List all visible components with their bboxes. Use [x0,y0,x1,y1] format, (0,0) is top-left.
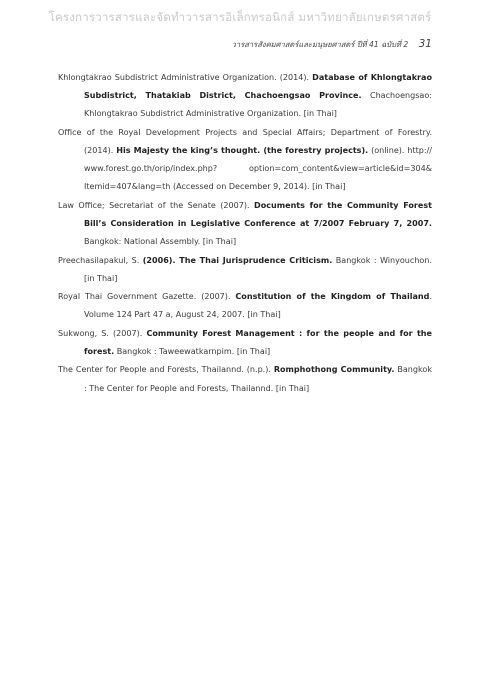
reference-title: (2006). The Thai Jurisprudence Criticism. [142,255,333,265]
reference-entry [58,69,432,124]
reference-entry [58,288,432,324]
reference-text: (online). http:// www.forest.go.th/orip/index.php? option=com_content&view=article&id=304& Itemid=407&lang=th (Accessed on December 9, 2014). [in Thai] [84,146,433,192]
reference-title: Documents for the Community Forest Bill’s Consideration in Legislative Conference at 7/2007 February 7, 2007. [84,200,432,228]
reference-text: Bangkok : Winyouchon. [in Thai] [84,255,433,283]
reference-title: Community Forest Management : for the people and for the forest. [84,328,432,356]
page-number: 31 [418,38,432,50]
reference-text: Bangkok: National Assembly. [in Thai] [84,237,237,247]
reference-text: Bangkok : Taweewatkarnpim. [in Thai] [114,346,271,356]
journal-issue: ปีที่ 41 ฉบับที่ 2 [356,40,409,49]
reference-text: Sukwong, S. (2007). [58,328,147,338]
reference-text: . Volume 124 Part 47 a, August 24, 2007. [in Thai] [84,292,432,320]
reference-entry [58,325,432,361]
reference-entry [58,252,432,288]
reference-entry [58,124,432,197]
journal-title: วารสารสังคมศาสตร์และมนุษยศาสตร์ [231,40,355,49]
reference-title: Constitution of the Kingdom of Thailand [235,292,430,302]
reference-title: His Majesty the king’s thought. (the forestry projects). [116,146,369,155]
running-head [232,38,432,51]
reference-text: The Center for People and Forests, Thailannd. (n.p.). [58,365,274,375]
reference-entry [58,361,432,397]
reference-text: Royal Thai Government Gazette. (2007). [58,292,236,302]
reference-text: Office of the Royal Development Projects and Special Affairs; Department of Forestry. (2014). [58,127,432,155]
reference-text: Bangkok : The Center for People and Forests, Thailannd. [in Thai] [84,365,432,393]
reference-text: Chachoengsao: Khlongtakrao Subdistrict Administrative Organization. [in Thai] [84,91,432,119]
watermark-header: โครงการวารสารและจัดทำวารสารอิเล็กทรอนิกส์ มหาวิทยาลัยเกษตรศาสตร์ [48,10,432,24]
reference-text: Preechasilapakul, S. [58,255,143,265]
reference-entry [58,197,432,252]
reference-title: Romphothong Community. [273,365,395,375]
reference-text: Khlongtakrao Subdistrict Administrative Organization. (2014). [58,73,313,82]
reference-text: Law Office; Secretariat of the Senate (2007). [58,200,255,210]
reference-title: Database of Khlongtakrao Subdistrict, Thatakiab District, Chachoengsao Province. [84,73,432,101]
reference-list [58,69,432,398]
